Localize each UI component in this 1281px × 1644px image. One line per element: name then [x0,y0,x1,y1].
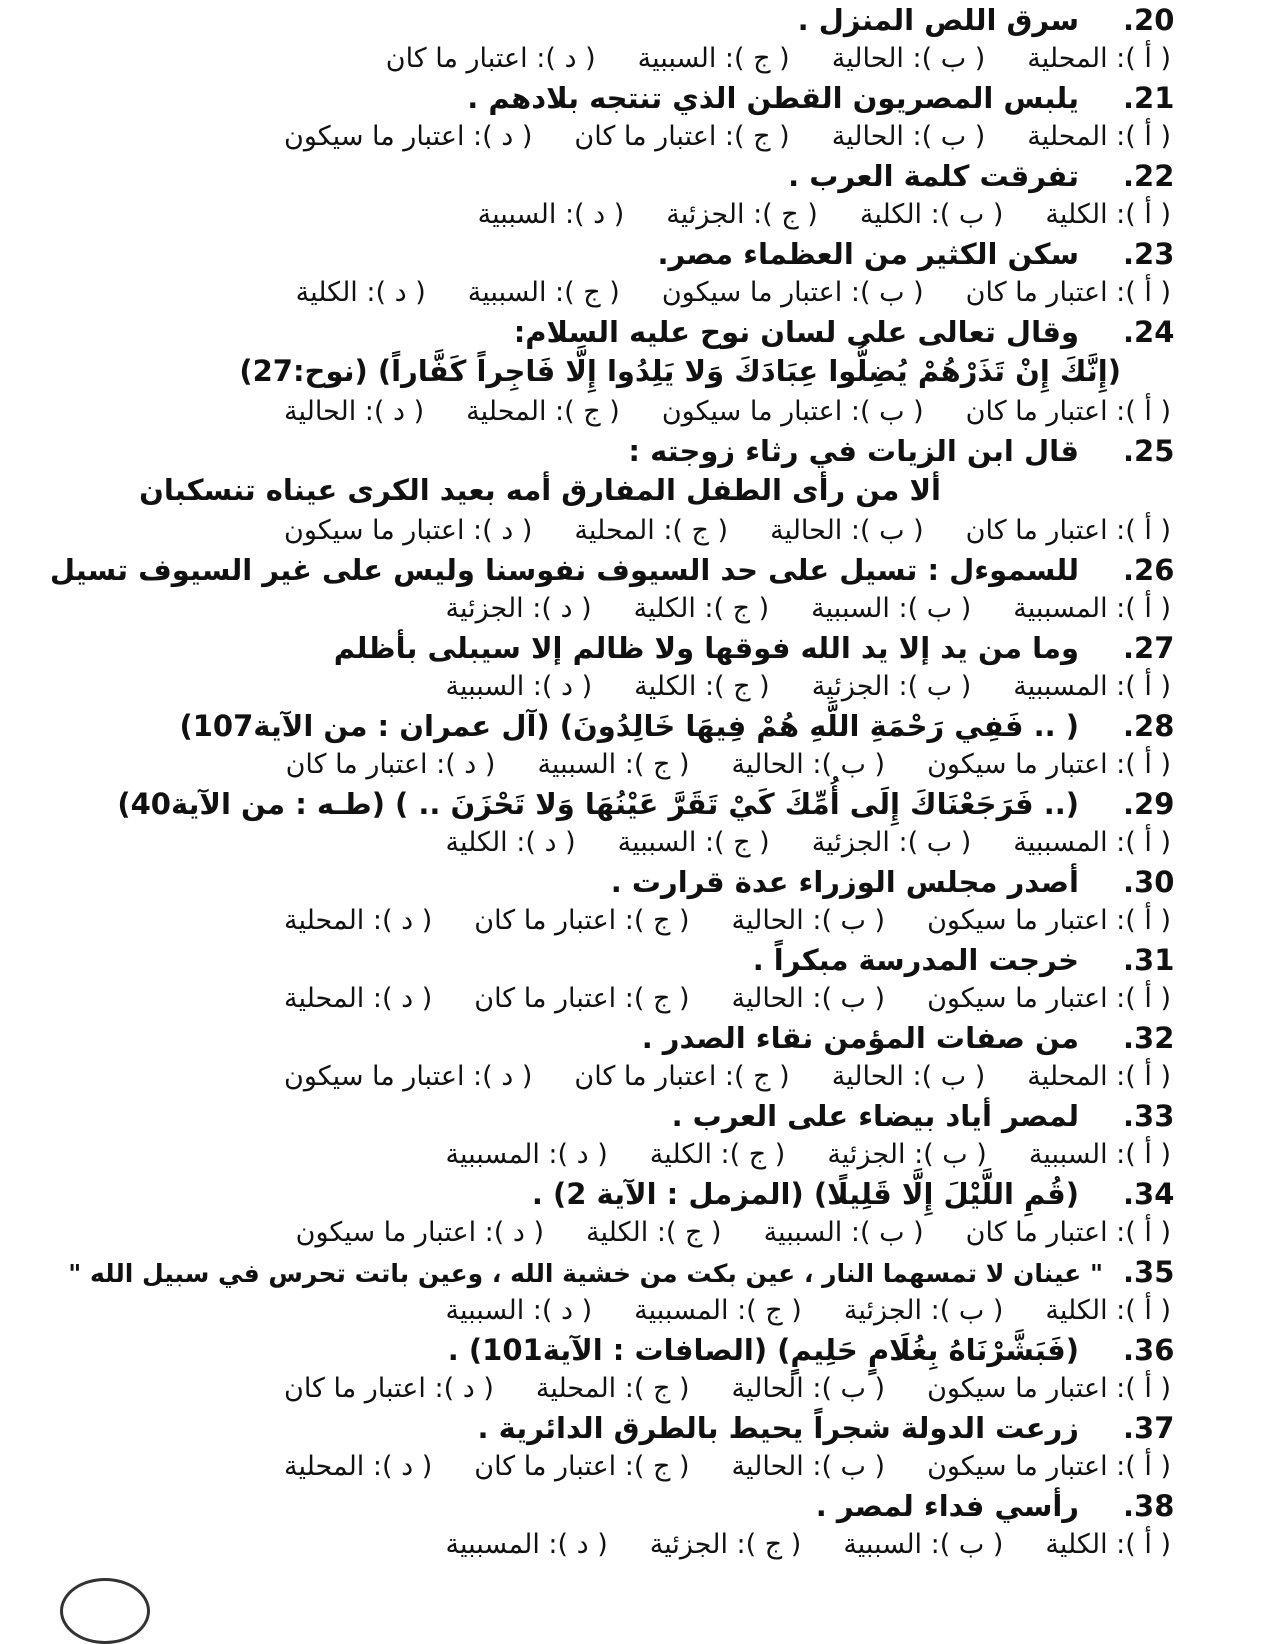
options-35 [0,1297,1281,1324]
option-d: ( د ): الحالية [283,396,425,427]
option-b: ( ب ): الحالية [731,983,886,1014]
option-b: ( ب ): السببية [843,1529,1004,1560]
option-c: ( ج ): الكلية [649,1139,786,1170]
option-b: ( ب ): اعتبار ما سيكون [661,396,924,427]
question-number: .32 [1123,1021,1175,1055]
option-d: ( د ): السببية [445,1295,593,1326]
option-b: ( ب ): الحالية [731,905,886,936]
options-21 [0,123,1281,150]
option-b: ( ب ): الحالية [831,121,986,152]
question-number: .37 [1123,1411,1175,1445]
option-b: ( ب ): الحالية [731,1451,886,1482]
question-22 [0,159,1281,193]
options-24 [0,398,1281,425]
question-21 [0,81,1281,115]
options-34 [0,1219,1281,1246]
question-text: وقال تعالى على لسان نوح عليه السلام: [513,315,1079,349]
option-b: ( ب ): الحالية [731,749,886,780]
question-text: " عينان لا تمسهما النار ، عين بكت من خشية الله ، وعين باتت تحرس في سبيل الله " [68,1259,1103,1288]
question-number: .23 [1123,237,1175,271]
option-a: ( أ ): اعتبار ما سيكون [927,1451,1171,1482]
option-a: ( أ ): السببية [1028,1139,1171,1170]
option-d: ( د ): السببية [477,199,625,230]
option-a: ( أ ): الكلية [1045,1295,1171,1326]
question-25-verse: ألا من رأى الطفل المفارق أمه بعيد الكرى عيناه تنسكبان [139,473,941,507]
question-number: .24 [1123,315,1175,349]
option-a: ( أ ): المسببية [1013,593,1171,624]
question-26 [0,553,1281,587]
question-text: للسموءل : تسيل على حد السيوف نفوسنا وليس على غير السيوف تسيل [49,553,1079,587]
options-31 [0,985,1281,1012]
option-a: ( أ ): اعتبار ما كان [965,1217,1171,1248]
option-d: ( د ): المحلية [283,905,433,936]
question-35 [0,1255,1281,1289]
option-b: ( ب ): الجزئية [811,671,972,702]
option-b: ( ب ): السببية [811,593,972,624]
option-a: ( أ ): الكلية [1045,1529,1171,1560]
option-d: ( د ): السببية [445,671,593,702]
option-b: ( ب ): الحالية [831,1061,986,1092]
option-c: ( ج ): اعتبار ما كان [474,1451,690,1482]
options-36 [0,1375,1281,1402]
question-text: وما من يد إلا يد الله فوقها ولا ظالم إلا سيبلى بأظلم [333,631,1079,665]
question-text: أصدر مجلس الوزراء عدة قرارت . [610,865,1079,899]
option-a: ( أ ): اعتبار ما سيكون [927,1373,1171,1404]
question-number: .33 [1123,1099,1175,1133]
option-d: ( د ): اعتبار ما سيكون [283,515,533,546]
question-text: زرعت الدولة شجراً يحيط بالطرق الدائرية . [477,1411,1079,1445]
option-c: ( ج ): الجزئية [666,199,818,230]
question-text: من صفات المؤمن نقاء الصدر . [641,1021,1079,1055]
options-37 [0,1453,1281,1480]
option-c: ( ج ): المحلية [535,1373,690,1404]
option-c: ( ج ): السببية [467,277,620,308]
option-c: ( ج ): المسببية [634,1295,802,1326]
question-number: .35 [1123,1255,1175,1289]
option-c: ( ج ): اعتبار ما كان [474,905,690,936]
question-20 [0,3,1281,37]
option-a: ( أ ): اعتبار ما كان [965,396,1171,427]
option-a: ( أ ): اعتبار ما كان [965,515,1171,546]
question-37 [0,1411,1281,1445]
question-number: .27 [1123,631,1175,665]
option-b: ( ب ): السببية [763,1217,924,1248]
question-23 [0,237,1281,271]
option-d: ( د ): الجزئية [445,593,592,624]
question-text: ( .. فَفِي رَحْمَةِ اللَّهِ هُمْ فِيهَا خَالِدُونَ) (آل عمران : من الآية107) [179,709,1079,743]
option-c: ( ج ): الكلية [586,1217,722,1248]
option-d: ( د ): المحلية [283,1451,433,1482]
option-a: ( أ ): اعتبار ما سيكون [927,749,1171,780]
option-d: ( د ): اعتبار ما كان [283,1373,494,1404]
question-text: قال ابن الزيات في رثاء زوجته : [628,434,1079,468]
option-b: ( ب ): الحالية [731,1373,886,1404]
option-b: ( ب ): الجزئية [843,1295,1004,1326]
question-27 [0,631,1281,665]
question-text: يلبس المصريون القطن الذي تنتجه بلادهم . [467,81,1079,115]
question-text: لمصر أياد بيضاء على العرب . [671,1099,1079,1133]
question-number: .26 [1123,553,1175,587]
option-a: ( أ ): المحلية [1027,1061,1171,1092]
question-25 [0,434,1281,468]
question-33 [0,1099,1281,1133]
question-24-quote: (إِنَّكَ إِنْ تَذَرْهُمْ يُضِلُّوا عِبَادَكَ وَلا يَلِدُوا إِلَّا فَاجِراً كَفَّاراً) (نوح:27) [239,354,1121,388]
question-number: .20 [1123,3,1175,37]
option-c: ( ج ): المحلية [574,515,729,546]
option-d: ( د ): المحلية [283,983,433,1014]
option-c: ( ج ): السببية [617,827,770,858]
question-text: خرجت المدرسة مبكراً . [752,943,1079,977]
question-36 [0,1333,1281,1367]
options-27 [0,673,1281,700]
option-c: ( ج ): السببية [637,43,790,74]
options-20 [0,45,1281,72]
question-text: تفرقت كلمة العرب . [788,159,1079,193]
question-number: .38 [1123,1489,1175,1523]
option-a: ( أ ): المسببية [1013,671,1171,702]
option-b: ( ب ): الكلية [859,199,1004,230]
options-33 [0,1141,1281,1168]
question-38 [0,1489,1281,1523]
option-d: ( د ): اعتبار ما سيكون [283,121,533,152]
question-number: .21 [1123,81,1175,115]
question-24 [0,315,1281,349]
option-b: ( ب ): اعتبار ما سيكون [661,277,924,308]
option-d: ( د ): الكلية [295,277,426,308]
option-a: ( أ ): المحلية [1027,43,1171,74]
option-d: ( د ): اعتبار ما سيكون [283,1061,533,1092]
option-d: ( د ): اعتبار ما كان [385,43,596,74]
question-text: (فَبَشَّرْنَاهُ بِغُلَامٍ حَلِيمٍ) (الصافات : الآية101) . [447,1333,1079,1367]
question-number: .29 [1123,787,1175,821]
option-b: ( ب ): الجزئية [827,1139,987,1170]
option-a: ( أ ): المسببية [1013,827,1171,858]
option-c: ( ج ): اعتبار ما كان [474,983,690,1014]
option-d: ( د ): المسببية [445,1529,608,1560]
option-c: ( ج ): السببية [537,749,690,780]
option-c: ( ج ): المحلية [466,396,620,427]
options-22 [0,201,1281,228]
options-28 [0,751,1281,778]
question-34 [0,1177,1281,1211]
question-30 [0,865,1281,899]
options-32 [0,1063,1281,1090]
option-b: ( ب ): الجزئية [811,827,972,858]
option-b: ( ب ): الحالية [770,515,924,546]
option-c: ( ج ): الجزئية [649,1529,802,1560]
question-number: .34 [1123,1177,1175,1211]
question-text: (.. فَرَجَعْنَاكَ إِلَى أُمِّكَ كَيْ تَقَرَّ عَيْنُهَا وَلا تَحْزَنَ .. ) (طـه : من الآية40) [117,787,1079,821]
question-text: سرق اللص المنزل . [797,3,1079,37]
question-number: .25 [1123,434,1175,468]
option-d: ( د ): اعتبار ما سيكون [295,1217,545,1248]
options-29 [0,829,1281,856]
option-a: ( أ ): الكلية [1045,199,1171,230]
options-25 [0,517,1281,544]
question-29 [0,787,1281,821]
question-31 [0,943,1281,977]
question-number: .22 [1123,159,1175,193]
question-number: .31 [1123,943,1175,977]
options-23 [0,279,1281,306]
question-32 [0,1021,1281,1055]
option-c: ( ج ): اعتبار ما كان [574,121,790,152]
question-number: .36 [1123,1333,1175,1367]
question-text: سكن الكثير من العظماء مصر. [657,237,1079,271]
options-30 [0,907,1281,934]
option-c: ( ج ): اعتبار ما كان [574,1061,790,1092]
option-c: ( ج ): الكلية [633,593,770,624]
seal-stamp-icon [60,1578,150,1644]
question-text: (قُمِ اللَّيْلَ إِلَّا قَلِيلًا) (المزمل : الآية 2) . [531,1177,1079,1211]
option-a: ( أ ): المحلية [1027,121,1171,152]
option-d: ( د ): الكلية [445,827,576,858]
question-number: .28 [1123,709,1175,743]
option-a: ( أ ): اعتبار ما سيكون [927,983,1171,1014]
options-38 [0,1531,1281,1558]
option-c: ( ج ): الكلية [634,671,770,702]
option-d: ( د ): اعتبار ما كان [285,749,496,780]
options-26 [0,595,1281,622]
question-number: .30 [1123,865,1175,899]
option-b: ( ب ): الحالية [831,43,986,74]
option-a: ( أ ): اعتبار ما سيكون [927,905,1171,936]
question-28 [0,709,1281,743]
option-d: ( د ): المسببية [445,1139,608,1170]
question-text: رأسي فداء لمصر . [815,1489,1079,1523]
option-a: ( أ ): اعتبار ما كان [965,277,1171,308]
